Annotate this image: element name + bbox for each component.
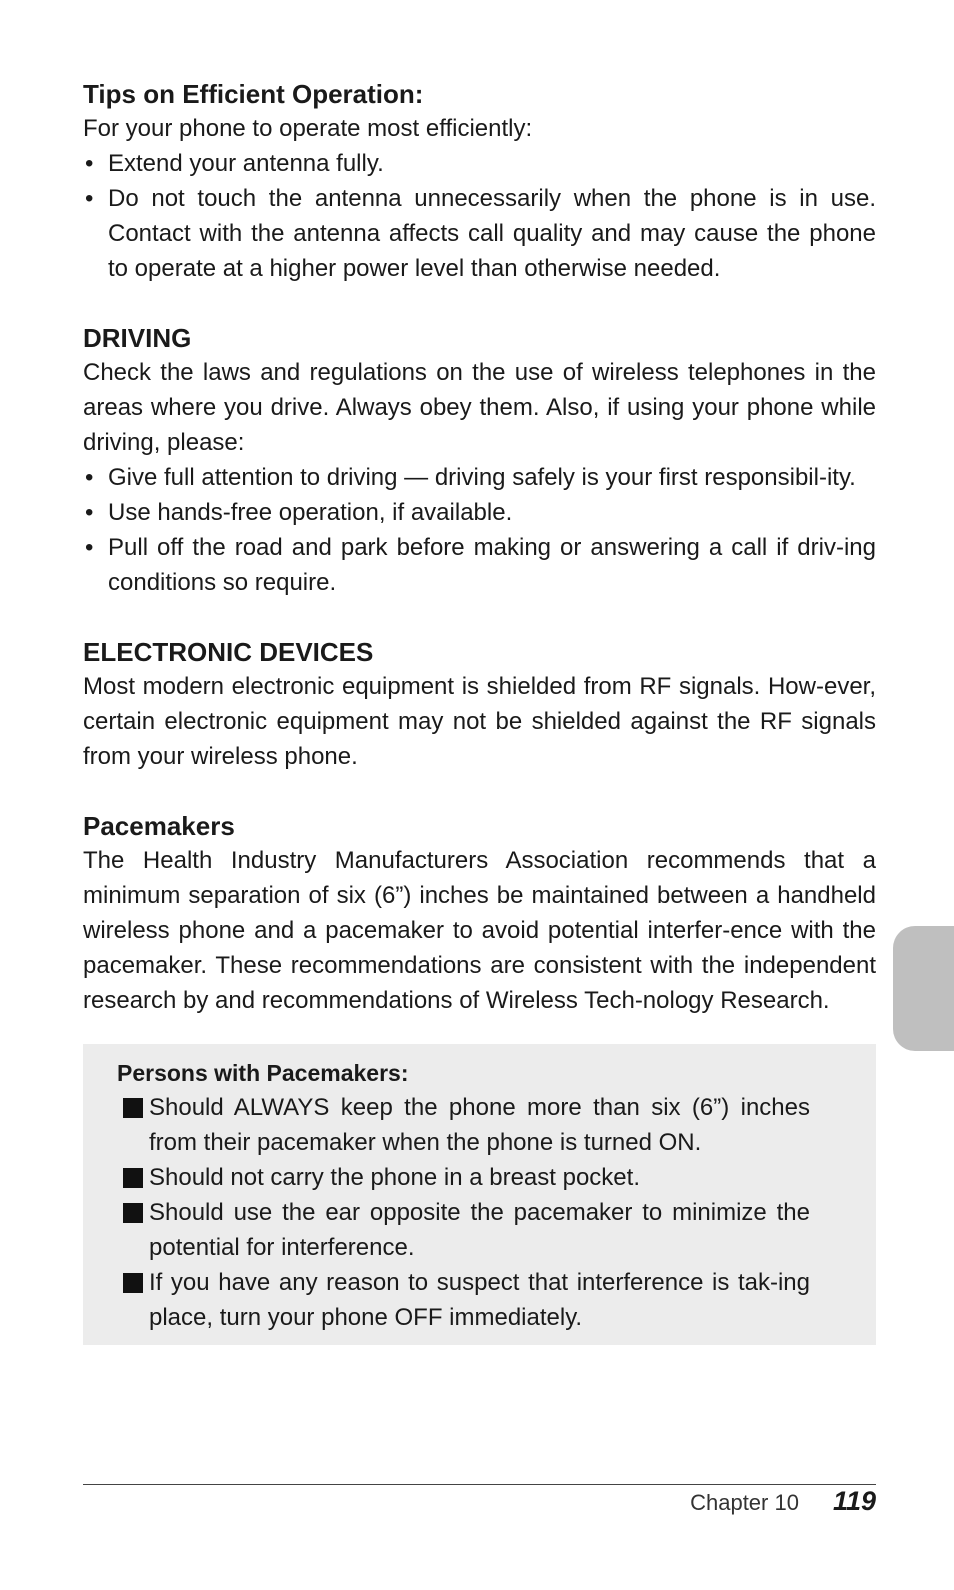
list-item-text: Should not carry the phone in a breast pocket.	[149, 1164, 640, 1191]
tips-section	[83, 78, 876, 286]
persons-heading: Persons with Pacemakers:	[117, 1060, 409, 1086]
tips-list	[83, 146, 876, 286]
list-item: • Pull off the road and park before making or answering a call if driv-ing conditions so require.	[83, 530, 876, 600]
list-item	[117, 1160, 810, 1195]
page-number: 119	[832, 1486, 876, 1516]
electronic-devices-section	[83, 636, 876, 774]
square-bullet-icon	[123, 1098, 143, 1118]
list-item	[117, 1195, 810, 1265]
chapter-side-tab	[893, 926, 954, 1051]
chapter-label: Chapter 10	[690, 1490, 799, 1515]
pacemakers-heading: Pacemakers	[83, 811, 235, 841]
list-item: • Give full attention to driving — driving safely is your first responsibil-ity.	[83, 460, 876, 495]
driving-section	[83, 322, 876, 600]
persons-with-pacemakers-box	[83, 1044, 876, 1345]
list-item	[117, 1265, 810, 1335]
pacemakers-body: The Health Industry Manufacturers Association recommends that a minimum separation of six (6”) inches be maintained between a handheld wireless phone and a pacemaker to avoid potential interfer-ence with the pacemaker. These recommendations are consistent with the independent research by and recommendations of Wireless Tech-nology Research.	[83, 847, 876, 1014]
list-item: • Use hands-free operation, if available.	[83, 495, 876, 530]
square-bullet-icon	[123, 1168, 143, 1188]
persons-list	[117, 1090, 810, 1335]
page-content	[83, 78, 876, 1345]
list-item-text: If you have any reason to suspect that interference is tak-ing place, turn your phone OFF immediately.	[149, 1269, 810, 1331]
square-bullet-icon	[123, 1273, 143, 1293]
list-item-text: Should use the ear opposite the pacemaker to minimize the potential for interference.	[149, 1199, 810, 1261]
driving-list	[83, 460, 876, 600]
square-bullet-icon	[123, 1203, 143, 1223]
driving-intro: Check the laws and regulations on the use of wireless telephones in the areas where you drive. Always obey them. Also, if using your phone while driving, please:	[83, 359, 876, 456]
driving-heading: DRIVING	[83, 323, 192, 353]
list-item: • Do not touch the antenna unnecessarily when the phone is in use. Contact with the antenna affects call quality and may cause the phone to operate at a higher power level than otherwise needed.	[83, 181, 876, 286]
list-item-text: Should ALWAYS keep the phone more than six (6”) inches from their pacemaker when the phone is turned ON.	[149, 1094, 810, 1156]
list-item: • Extend your antenna fully.	[83, 146, 876, 181]
pacemakers-section	[83, 810, 876, 1018]
footer-rule	[83, 1484, 876, 1485]
tips-intro: For your phone to operate most efficiently:	[83, 115, 533, 142]
page-footer	[690, 1486, 876, 1517]
electronic-devices-heading: ELECTRONIC DEVICES	[83, 637, 374, 667]
electronic-devices-body: Most modern electronic equipment is shielded from RF signals. How-ever, certain electronic equipment may not be shielded against the RF signals from your wireless phone.	[83, 673, 876, 770]
tips-heading: Tips on Efficient Operation:	[83, 79, 424, 109]
list-item	[117, 1090, 810, 1160]
